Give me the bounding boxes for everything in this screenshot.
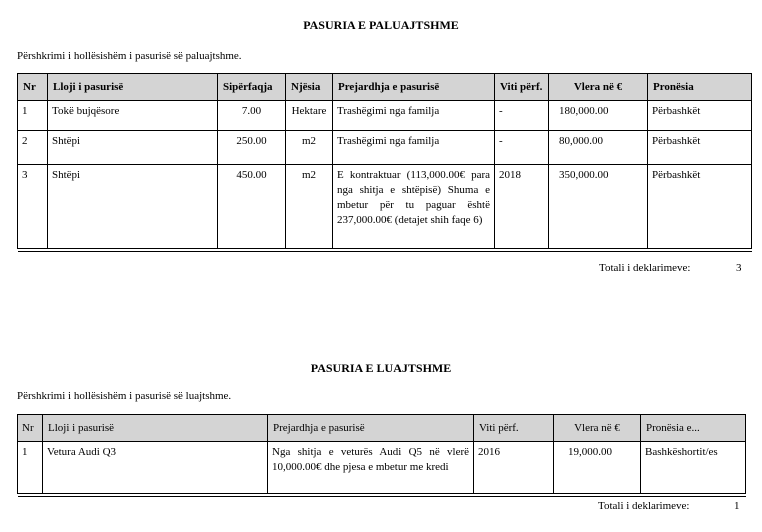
cell-origin: E kontraktuar (113,000.00€ para nga shitja e shtëpisë) Shuma e mbetur për tu paguar është 237,000.00€ (detajet shih faqe 6) [333,165,495,249]
cell-area: 450.00 [218,165,286,249]
cell-nr: 2 [18,131,48,165]
cell-nr: 3 [18,165,48,249]
header-value: Vlera në € [549,74,648,101]
table-bottom-rule [18,494,746,497]
cell-origin: Trashëgimi nga familja [333,101,495,131]
movable-title: PASURIA E LUAJTSHME [310,361,452,375]
movable-description: Përshkrimi i hollësishëm i pasurisë së luajtshme. [17,390,232,402]
total-label: Totali i deklarimeve: [599,262,691,274]
header-type: Lloji i pasurisë [43,415,268,442]
immovable-title: PASURIA E PALUAJTSHME [303,18,459,32]
header-unit: Njësia [286,74,333,101]
table-row [18,442,746,494]
header-year: Viti përf. [495,74,549,101]
cell-unit: m2 [286,131,333,165]
table-row [18,101,752,131]
cell-ownership: Përbashkët [648,101,752,131]
immovable-description: Përshkrimi i hollësishëm i pasurisë së paluajtshme. [17,50,242,62]
header-nr: Nr [18,74,48,101]
header-ownership: Pronësia e... [641,415,746,442]
header-origin: Prejardhja e pasurisë [333,74,495,101]
header-nr: Nr [18,415,43,442]
cell-year: 2018 [495,165,549,249]
cell-type: Tokë bujqësore [48,101,218,131]
cell-unit: m2 [286,165,333,249]
total-value: 1 [734,500,740,512]
cell-ownership: Bashkëshortit/es [641,442,746,494]
cell-area: 250.00 [218,131,286,165]
total-label: Totali i deklarimeve: [598,500,690,512]
cell-value: 350,000.00 [549,165,648,249]
cell-year: - [495,101,549,131]
cell-value: 180,000.00 [549,101,648,131]
cell-ownership: Përbashkët [648,165,752,249]
table-row [18,165,752,249]
header-type: Lloji i pasurisë [48,74,218,101]
cell-nr: 1 [18,442,43,494]
header-value: Vlera në € [554,415,641,442]
cell-nr: 1 [18,101,48,131]
cell-year: 2016 [474,442,554,494]
cell-unit: Hektare [286,101,333,131]
cell-type: Shtëpi [48,165,218,249]
cell-type: Vetura Audi Q3 [43,442,268,494]
cell-ownership: Përbashkët [648,131,752,165]
movable-property-table [17,414,746,497]
header-area: Sipërfaqja [218,74,286,101]
cell-area: 7.00 [218,101,286,131]
table-header-row [18,74,752,101]
total-value: 3 [736,262,742,274]
header-year: Viti përf. [474,415,554,442]
immovable-total [599,262,749,274]
table-header-row [18,415,746,442]
table-row [18,131,752,165]
cell-year: - [495,131,549,165]
table-bottom-rule [18,249,752,252]
cell-value: 19,000.00 [554,442,641,494]
cell-value: 80,000.00 [549,131,648,165]
cell-origin: Nga shitja e veturës Audi Q5 në vlerë 10,000.00€ dhe pjesa e mbetur me kredi [268,442,474,494]
cell-origin: Trashëgimi nga familja [333,131,495,165]
header-ownership: Pronësia [648,74,752,101]
header-origin: Prejardhja e pasurisë [268,415,474,442]
cell-type: Shtëpi [48,131,218,165]
movable-total [598,500,748,512]
immovable-property-table [17,73,752,252]
